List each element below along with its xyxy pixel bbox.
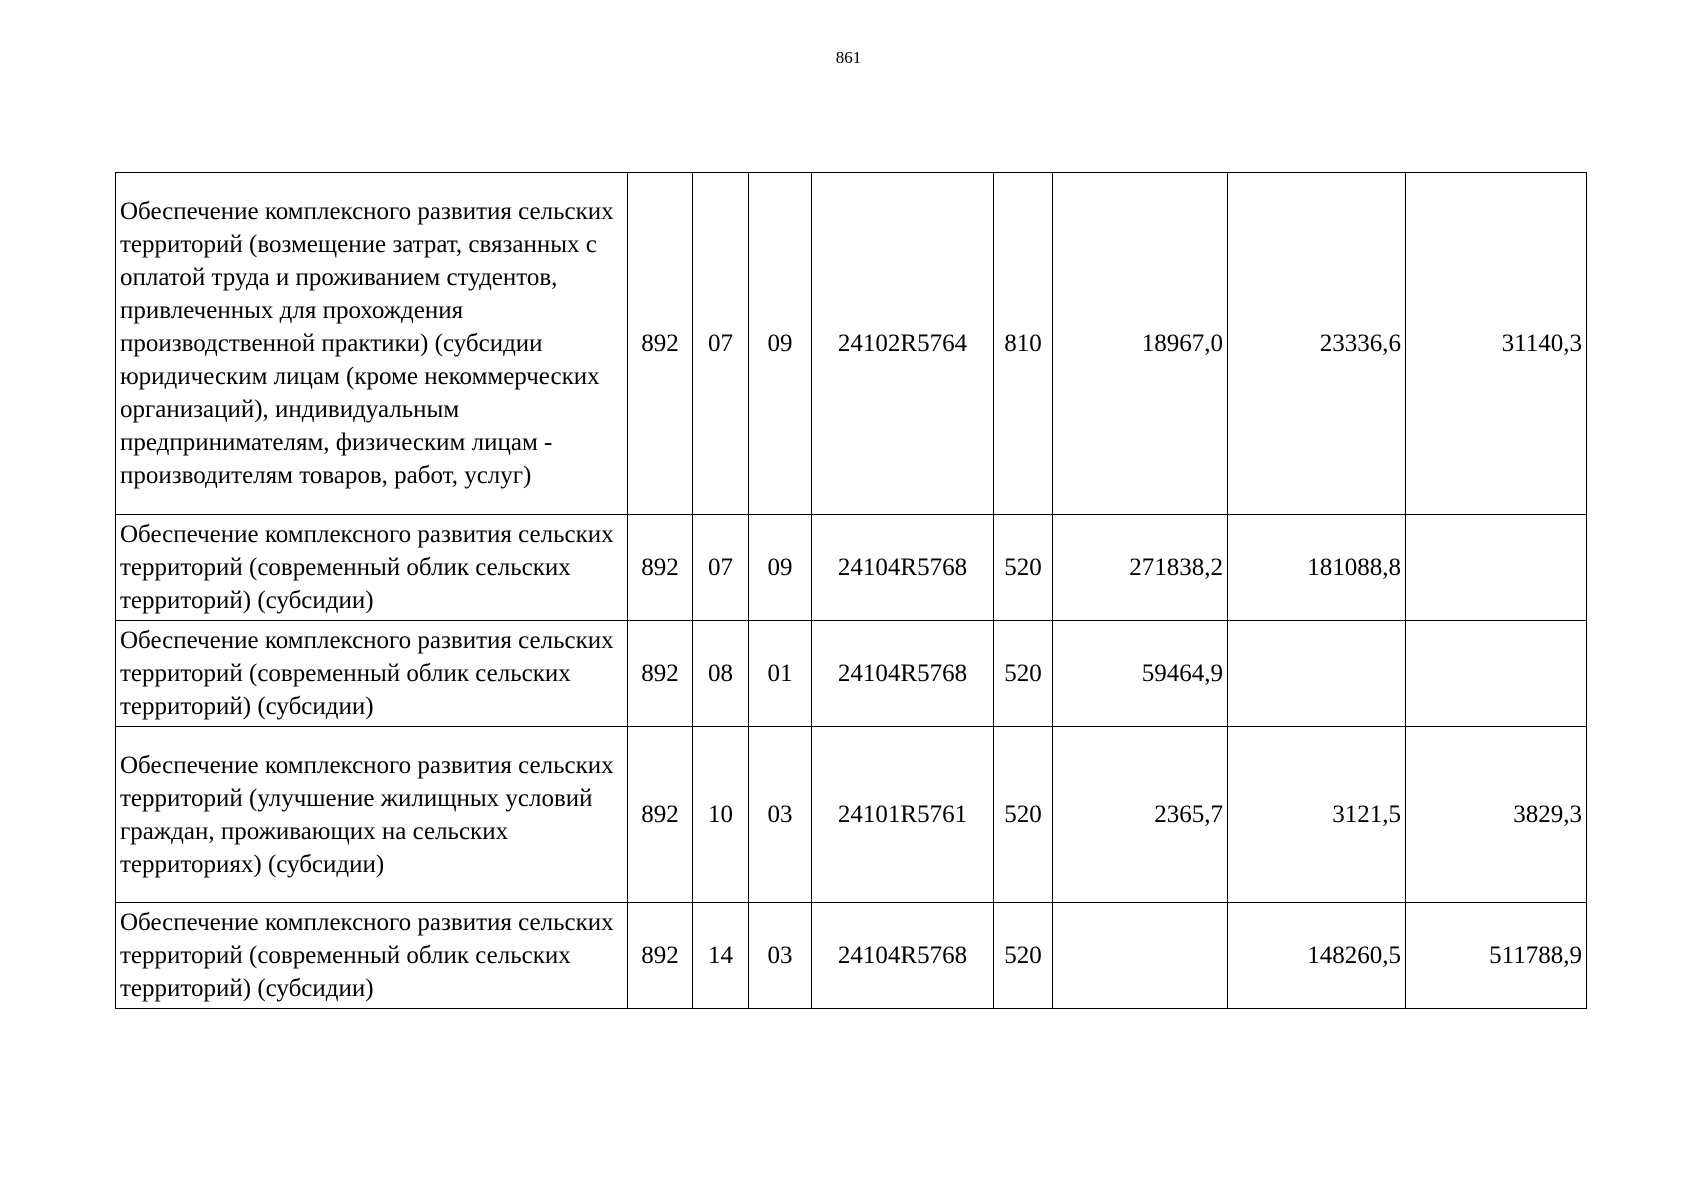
target-article-code: 24101R5761: [812, 727, 994, 903]
table-row: [116, 621, 1587, 727]
subsection-code: 09: [749, 173, 812, 515]
sum-year-1: 59464,9: [1053, 621, 1228, 727]
row-description: Обеспечение комплексного развития сельских территорий (улучшение жилищных условий граждан, проживающих на сельских территориях) (субсидии): [116, 727, 628, 903]
target-article-code: 24104R5768: [812, 515, 994, 621]
page-number: 861: [835, 48, 862, 67]
sum-year-3: 3829,3: [1406, 727, 1587, 903]
expense-type-code: 520: [994, 515, 1053, 621]
table-row: [116, 903, 1587, 1009]
expense-type-code: 520: [994, 621, 1053, 727]
table-row: [116, 727, 1587, 903]
row-description: Обеспечение комплексного развития сельских территорий (современный облик сельских территорий) (субсидии): [116, 515, 628, 621]
target-article-code: 24104R5768: [812, 903, 994, 1009]
sum-year-3: [1406, 515, 1587, 621]
sum-year-3: 31140,3: [1406, 173, 1587, 515]
subsection-code: 03: [749, 727, 812, 903]
sum-year-3: 511788,9: [1406, 903, 1587, 1009]
budget-table: [115, 172, 1587, 1009]
sum-year-2: [1228, 621, 1406, 727]
row-description: Обеспечение комплексного развития сельских территорий (современный облик сельских территорий) (субсидии): [116, 621, 628, 727]
section-code: 07: [693, 173, 749, 515]
expense-type-code: 810: [994, 173, 1053, 515]
subsection-code: 03: [749, 903, 812, 1009]
section-code: 07: [693, 515, 749, 621]
target-article-code: 24104R5768: [812, 621, 994, 727]
sum-year-2: 23336,6: [1228, 173, 1406, 515]
expense-type-code: 520: [994, 903, 1053, 1009]
target-article-code: 24102R5764: [812, 173, 994, 515]
row-description: Обеспечение комплексного развития сельских территорий (возмещение затрат, связанных с оплатой труда и проживанием студентов, привлеченных для прохождения производственной практики) (субсидии юридическим лицам (кроме некоммерческих организаций), индивидуальным предпринимателям, физическим лицам - производителям товаров, работ, услуг): [116, 173, 628, 515]
table-row: [116, 173, 1587, 515]
table-row: [116, 515, 1587, 621]
ministry-code: 892: [628, 173, 693, 515]
sum-year-1: 271838,2: [1053, 515, 1228, 621]
sum-year-2: 181088,8: [1228, 515, 1406, 621]
expense-type-code: 520: [994, 727, 1053, 903]
sum-year-1: [1053, 903, 1228, 1009]
sum-year-3: [1406, 621, 1587, 727]
sum-year-1: 2365,7: [1053, 727, 1228, 903]
section-code: 08: [693, 621, 749, 727]
sum-year-2: 148260,5: [1228, 903, 1406, 1009]
row-description: Обеспечение комплексного развития сельских территорий (современный облик сельских территорий) (субсидии): [116, 903, 628, 1009]
sum-year-2: 3121,5: [1228, 727, 1406, 903]
subsection-code: 09: [749, 515, 812, 621]
ministry-code: 892: [628, 727, 693, 903]
ministry-code: 892: [628, 903, 693, 1009]
ministry-code: 892: [628, 621, 693, 727]
sum-year-1: 18967,0: [1053, 173, 1228, 515]
section-code: 10: [693, 727, 749, 903]
subsection-code: 01: [749, 621, 812, 727]
ministry-code: 892: [628, 515, 693, 621]
section-code: 14: [693, 903, 749, 1009]
